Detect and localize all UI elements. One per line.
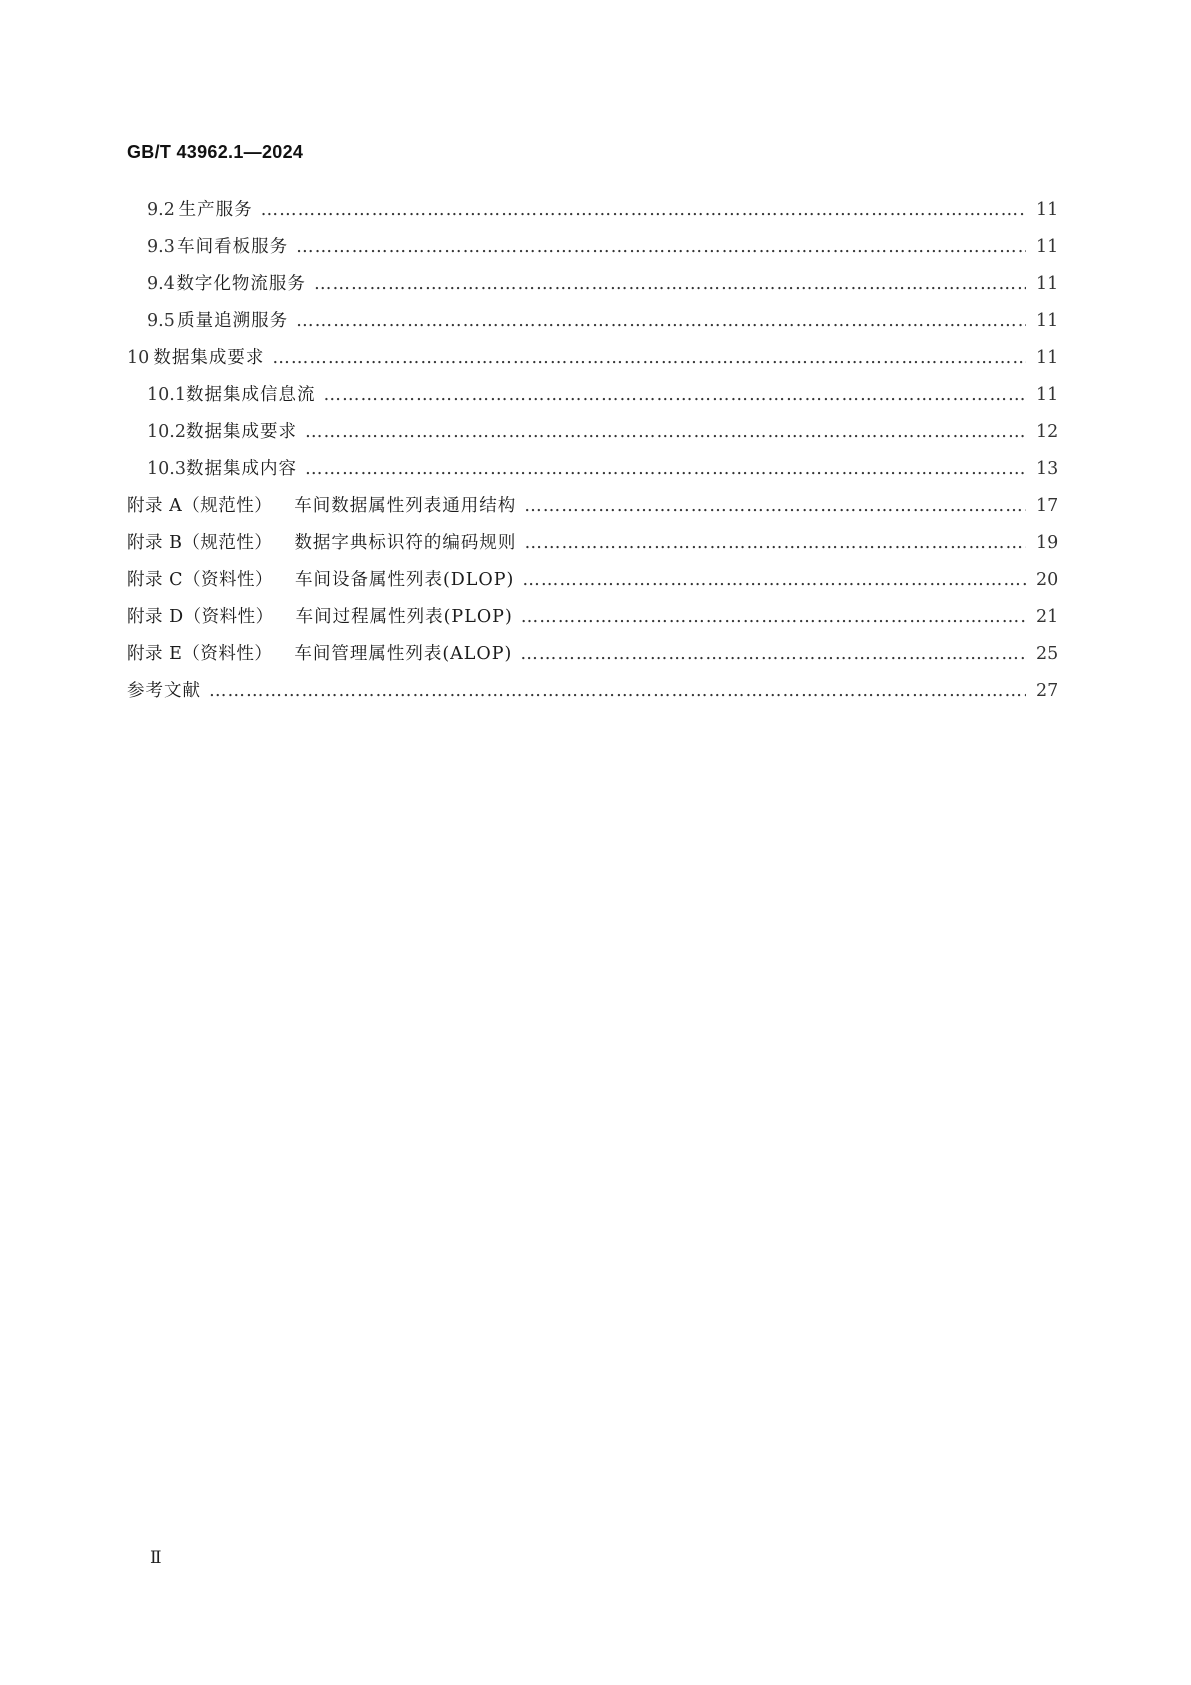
- toc-dot-leader: [524, 488, 1026, 525]
- toc-dot-leader: [296, 229, 1026, 266]
- toc-dot-leader: [314, 266, 1026, 303]
- toc-title: 车间管理属性列表(ALOP): [294, 644, 513, 664]
- toc-entry-appendix-e[interactable]: [127, 636, 1059, 673]
- toc-entry-9-4[interactable]: [127, 266, 1059, 303]
- toc-title: 参考文献: [127, 681, 201, 701]
- toc-number: 10.3: [147, 459, 186, 479]
- toc-page-number: 19: [1036, 533, 1059, 553]
- toc-title: 车间设备属性列表(DLOP): [294, 570, 515, 590]
- toc-number: 9.2: [147, 200, 175, 220]
- table-of-contents: [127, 192, 1059, 710]
- toc-page-number: 13: [1036, 459, 1059, 479]
- toc-title: 数据集成要求: [185, 422, 297, 442]
- toc-page-number: 11: [1036, 311, 1059, 331]
- toc-page-number: 25: [1036, 644, 1059, 664]
- toc-page-number: 11: [1036, 348, 1059, 368]
- toc-number: 9.4: [147, 274, 175, 294]
- page-number-footer: Ⅱ: [150, 1548, 162, 1568]
- toc-dot-leader: [522, 562, 1026, 599]
- toc-dot-leader: [305, 451, 1026, 488]
- toc-entry-9-2[interactable]: [127, 192, 1059, 229]
- toc-page-number: 20: [1036, 570, 1059, 590]
- toc-dot-leader: [520, 636, 1026, 673]
- toc-title: 数据字典标识符的编码规则: [294, 533, 517, 553]
- toc-title: 数据集成要求: [153, 348, 265, 368]
- toc-page-number: 21: [1036, 607, 1059, 627]
- document-standard-id: GB/T 43962.1—2024: [127, 142, 304, 162]
- toc-title: 车间看板服务: [177, 237, 289, 257]
- toc-title: 车间数据属性列表通用结构: [294, 496, 517, 516]
- toc-entry-appendix-d[interactable]: [127, 599, 1059, 636]
- toc-dot-leader: [524, 525, 1026, 562]
- toc-page-number: 27: [1036, 681, 1059, 701]
- toc-title: 生产服务: [178, 200, 253, 220]
- toc-entry-references[interactable]: [127, 673, 1059, 710]
- toc-dot-leader: [261, 192, 1026, 229]
- toc-appendix-label: 附录 A（规范性）: [127, 496, 273, 516]
- toc-title: 质量追溯服务: [177, 311, 289, 331]
- toc-dot-leader: [272, 340, 1026, 377]
- toc-title: 车间过程属性列表(PLOP): [295, 607, 513, 627]
- toc-title: 数据集成内容: [185, 459, 297, 479]
- toc-appendix-label: 附录 E（资料性）: [127, 644, 273, 664]
- toc-dot-leader: [521, 599, 1026, 636]
- toc-appendix-label: 附录 C（资料性）: [127, 570, 273, 590]
- toc-dot-leader: [209, 673, 1026, 710]
- toc-entry-10[interactable]: [127, 340, 1059, 377]
- toc-title: 数据集成信息流: [185, 385, 316, 405]
- toc-dot-leader: [323, 377, 1026, 414]
- toc-page-number: 11: [1036, 200, 1059, 220]
- toc-page-number: 11: [1036, 237, 1059, 257]
- toc-dot-leader: [296, 303, 1026, 340]
- toc-page-number: 17: [1036, 496, 1059, 516]
- toc-title: 数字化物流服务: [176, 274, 306, 294]
- toc-dot-leader: [305, 414, 1026, 451]
- toc-number: 10.1: [147, 385, 186, 405]
- toc-page-number: 11: [1036, 274, 1059, 294]
- toc-entry-9-3[interactable]: [127, 229, 1059, 266]
- toc-entry-appendix-a[interactable]: [127, 488, 1059, 525]
- toc-appendix-label: 附录 B（规范性）: [127, 533, 273, 553]
- toc-entry-appendix-b[interactable]: [127, 525, 1059, 562]
- toc-number: 10.2: [147, 422, 186, 442]
- toc-number: 10: [127, 348, 150, 368]
- toc-number: 9.3: [147, 237, 175, 257]
- toc-appendix-label: 附录 D（资料性）: [127, 607, 274, 627]
- toc-entry-10-1[interactable]: [127, 377, 1059, 414]
- toc-number: 9.5: [147, 311, 175, 331]
- toc-page-number: 11: [1036, 385, 1059, 405]
- toc-entry-appendix-c[interactable]: [127, 562, 1059, 599]
- toc-page-number: 12: [1036, 422, 1059, 442]
- toc-entry-9-5[interactable]: [127, 303, 1059, 340]
- toc-entry-10-2[interactable]: [127, 414, 1059, 451]
- toc-entry-10-3[interactable]: [127, 451, 1059, 488]
